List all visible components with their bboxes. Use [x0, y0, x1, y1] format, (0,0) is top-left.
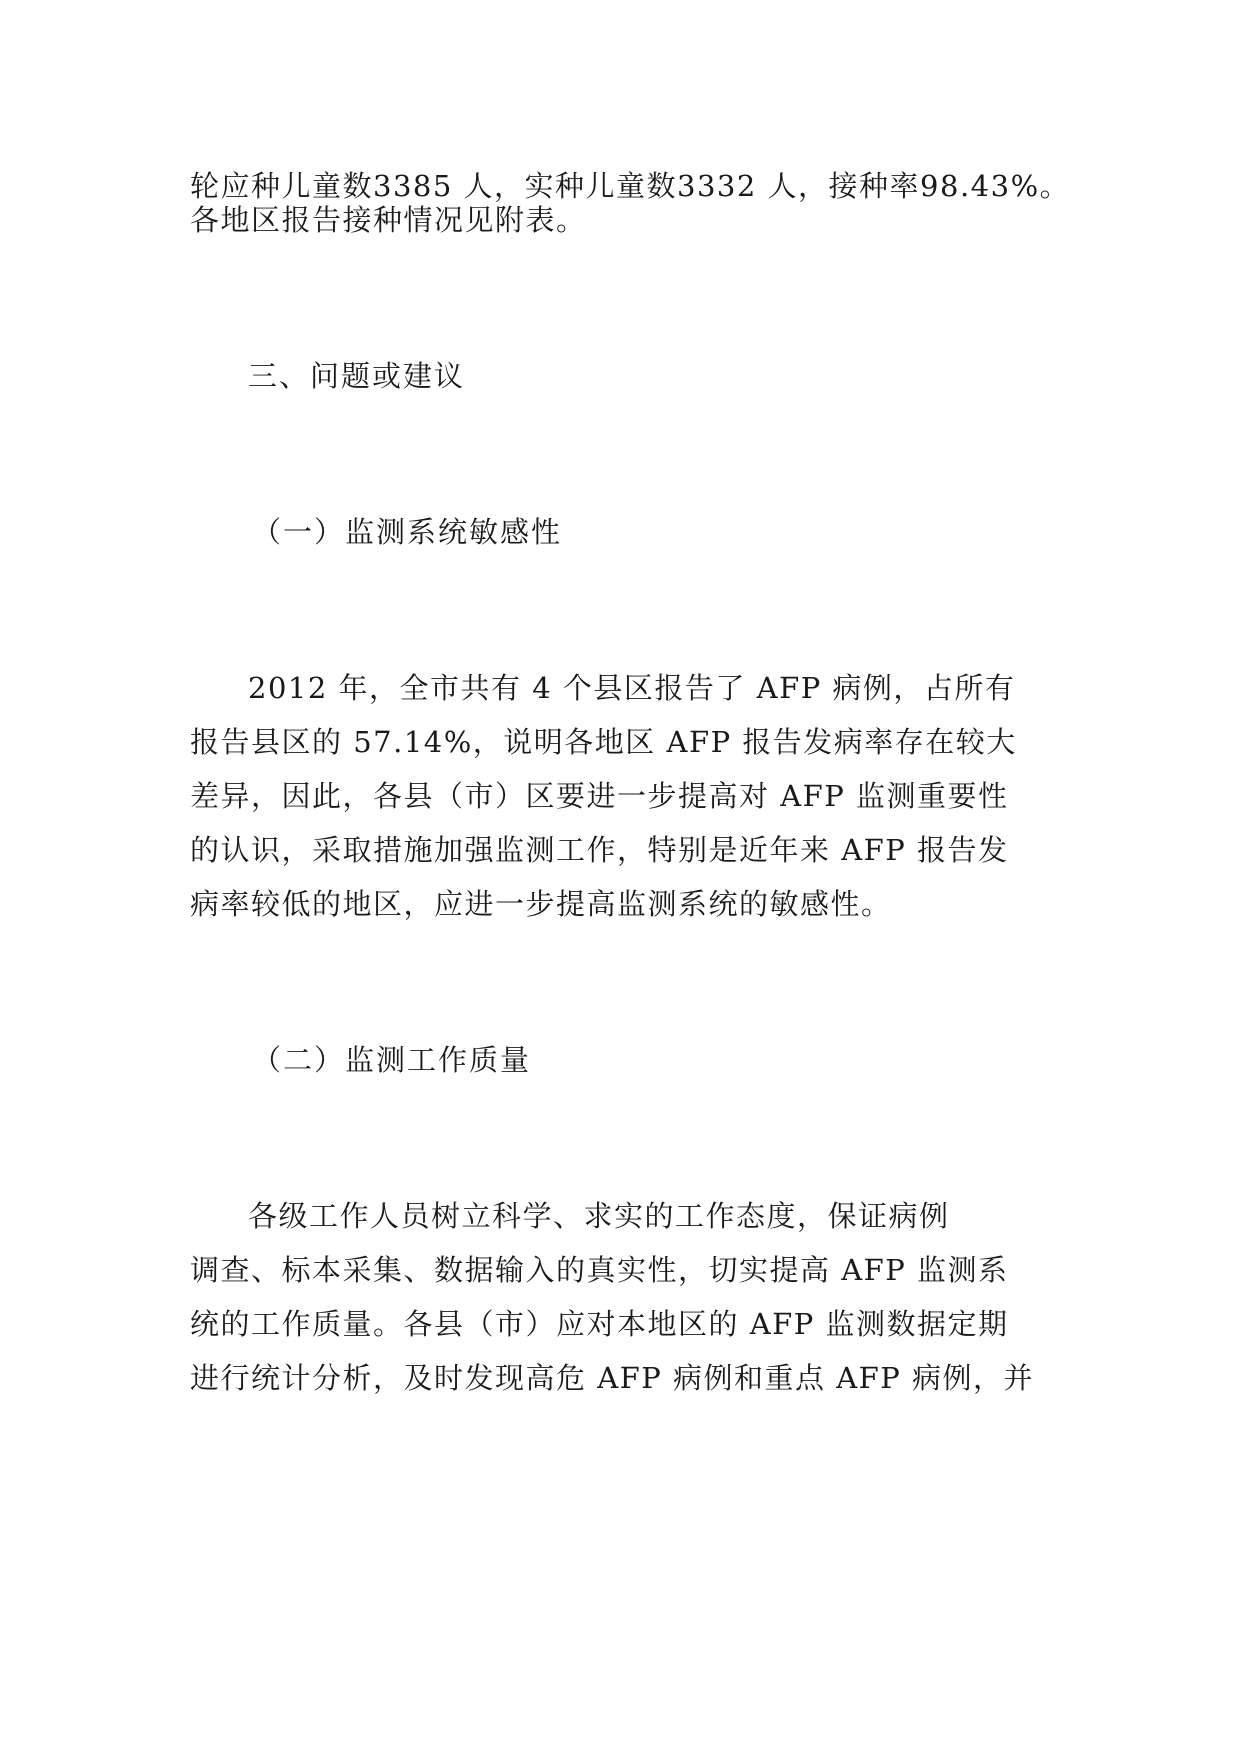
paragraph-line: 报告县区的 57.14%，说明各地区 AFP 报告发病率存在较大: [190, 725, 1017, 759]
subsection-heading: （二）监测工作质量: [252, 1043, 532, 1077]
paragraph-line: 差异，因此，各县（市）区要进一步提高对 AFP 监测重要性: [190, 779, 1009, 813]
paragraph-line: 的认识，采取措施加强监测工作，特别是近年来 AFP 报告发: [190, 833, 1009, 867]
paragraph-line: 轮应种儿童数3385 人，实种儿童数3332 人，接种率98.43%。: [190, 169, 1071, 203]
subsection-heading: （一）监测系统敏感性: [252, 515, 563, 549]
paragraph-line: 病率较低的地区，应进一步提高监测系统的敏感性。: [190, 887, 892, 921]
paragraph-line: 各级工作人员树立科学、求实的工作态度，保证病例: [248, 1199, 950, 1233]
paragraph-line: 进行统计分析，及时发现高危 AFP 病例和重点 AFP 病例，并: [190, 1361, 1035, 1395]
paragraph-line: 调查、标本采集、数据输入的真实性，切实提高 AFP 监测系: [190, 1253, 1009, 1287]
paragraph-line: 2012 年，全市共有 4 个县区报告了 AFP 病例，占所有: [248, 671, 1016, 705]
paragraph-line: 各地区报告接种情况见附表。: [190, 203, 587, 237]
section-heading: 三、问题或建议: [248, 359, 466, 393]
paragraph-line: 统的工作质量。各县（市）应对本地区的 AFP 监测数据定期: [190, 1307, 1009, 1341]
